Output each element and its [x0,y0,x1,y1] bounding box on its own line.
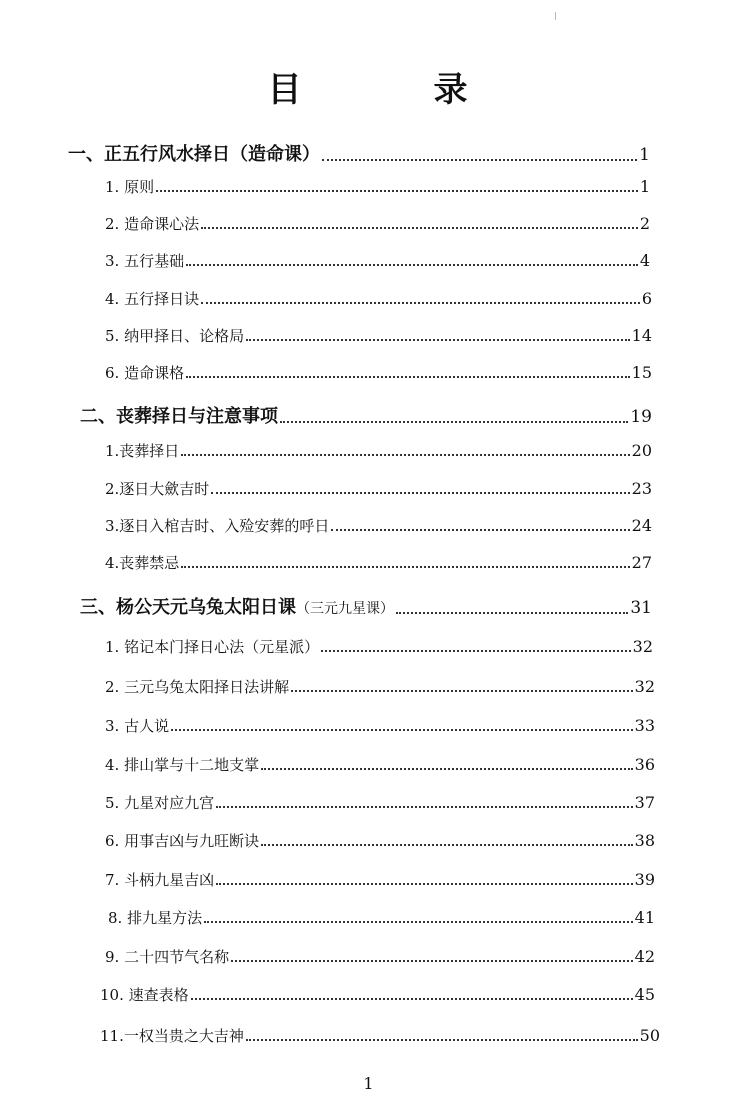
toc-item[interactable] [105,946,655,967]
page-number-footer: 1 [363,1074,374,1093]
toc-page-number: 23 [631,479,652,498]
dot-leader [181,566,629,568]
toc-item-label: 4. 五行择日诀 [105,290,200,308]
toc-page-number: 19 [630,407,652,427]
dot-leader [291,690,633,692]
toc-chapter-3[interactable] [80,593,652,619]
toc-chapter-2[interactable] [80,402,652,428]
toc-page-number: 37 [634,793,655,812]
dot-leader [322,159,637,161]
dot-leader [246,339,630,341]
toc-item[interactable] [105,869,655,890]
toc-item[interactable] [105,830,655,851]
toc-item-label: 10. 速查表格 [100,986,189,1004]
toc-page-number: 24 [631,516,652,535]
toc-item-label: 3.逐日入棺吉时、入殓安葬的呼日 [105,517,330,535]
dot-leader [261,844,633,846]
toc-item[interactable] [105,715,655,736]
dot-leader [280,421,628,423]
toc-item[interactable] [105,362,652,383]
toc-page-number: 38 [634,831,655,850]
dot-leader [396,612,628,614]
toc-page-number: 50 [639,1026,660,1045]
toc-item[interactable] [105,288,652,309]
toc-chapter-1[interactable] [68,140,650,166]
dot-leader [246,1039,638,1041]
toc-item-label: 2. 造命课心法 [105,215,200,233]
toc-item-label: 8. 排九星方法 [108,909,203,927]
toc-item[interactable] [105,792,655,813]
dot-leader [331,529,629,531]
toc-item[interactable] [100,984,655,1005]
dot-leader [186,264,638,266]
toc-page-number: 31 [630,598,652,618]
dot-leader [261,768,633,770]
toc-page-number: 27 [631,553,652,572]
dot-leader [321,650,631,652]
toc-page-number: 42 [634,947,655,966]
toc-item-label: 5. 纳甲择日、论格局 [105,327,245,345]
toc-item[interactable] [105,440,652,461]
toc-item-label: 2.逐日大歛吉时 [105,480,210,498]
toc-page-number: 32 [632,637,653,656]
dot-leader [216,883,633,885]
toc-page-number: 32 [634,677,655,696]
toc-item[interactable] [105,250,650,271]
dot-leader [201,227,638,229]
toc-item-label: 6. 用事吉凶与九旺断诀 [105,832,260,850]
toc-page-number: 41 [634,908,655,927]
dot-leader [216,806,633,808]
toc-page-number: 1 [639,145,650,165]
toc-item-label: 3. 古人说 [105,717,170,735]
toc-item-label: 2. 三元乌兔太阳择日法讲解 [105,678,290,696]
toc-page-number: 2 [639,214,650,233]
toc-item[interactable] [105,754,655,775]
toc-item-label: 7. 斗柄九星吉凶 [105,871,215,889]
toc-item[interactable] [105,478,652,499]
toc-item-label: 3. 五行基础 [105,252,185,270]
toc-item[interactable] [105,515,652,536]
toc-chapter-subtitle: （三元九星课） [296,601,394,617]
toc-item-label: 9. 二十四节气名称 [105,948,230,966]
toc-page-number: 4 [639,251,650,270]
title-char-1: 目 [267,70,304,110]
toc-item-label: 4. 排山掌与十二地支掌 [105,756,260,774]
toc-item[interactable] [105,636,653,657]
toc-page-number: 33 [634,716,655,735]
toc-chapter-label: 一、正五行风水择日（造命课） [68,144,320,165]
toc-page-number: 6 [641,289,652,308]
toc-page-number: 45 [634,985,655,1004]
dot-leader [156,190,638,192]
toc-page-number: 15 [631,363,652,382]
dot-leader [201,302,640,304]
toc-page-number: 36 [634,755,655,774]
page-title [0,62,737,111]
toc-item-label: 6. 造命课格 [105,364,185,382]
toc-chapter-label: 三、杨公天元乌兔太阳日课 [80,597,296,618]
dot-leader [211,492,629,494]
dot-leader [231,960,633,962]
toc-item-label: 1. 原则 [105,178,155,196]
toc-item-label: 11.一权当贵之大吉神 [100,1027,244,1045]
toc-item-label: 1.丧葬择日 [105,442,180,460]
dot-leader [181,454,629,456]
toc-page-number: 39 [634,870,655,889]
toc-page-number: 20 [631,441,652,460]
dot-leader [171,729,633,731]
toc-item[interactable] [100,1025,660,1046]
dot-leader [191,998,633,1000]
scan-speck [555,12,556,20]
toc-item[interactable] [105,552,652,573]
toc-page-number: 14 [631,326,652,345]
toc-item-label: 1. 铭记本门择日心法（元星派） [105,638,320,656]
toc-item-label: 4.丧葬禁忌 [105,554,180,572]
title-char-2: 录 [433,70,470,110]
toc-page-number: 1 [639,177,650,196]
toc-item[interactable] [105,676,655,697]
toc-item[interactable] [105,176,650,197]
dot-leader [186,376,630,378]
toc-item[interactable] [105,325,652,346]
dot-leader [204,921,633,923]
toc-item-label: 5. 九星对应九宫 [105,794,215,812]
toc-item[interactable] [105,213,650,234]
toc-item[interactable] [108,907,655,928]
toc-chapter-label: 二、丧葬择日与注意事项 [80,406,278,427]
